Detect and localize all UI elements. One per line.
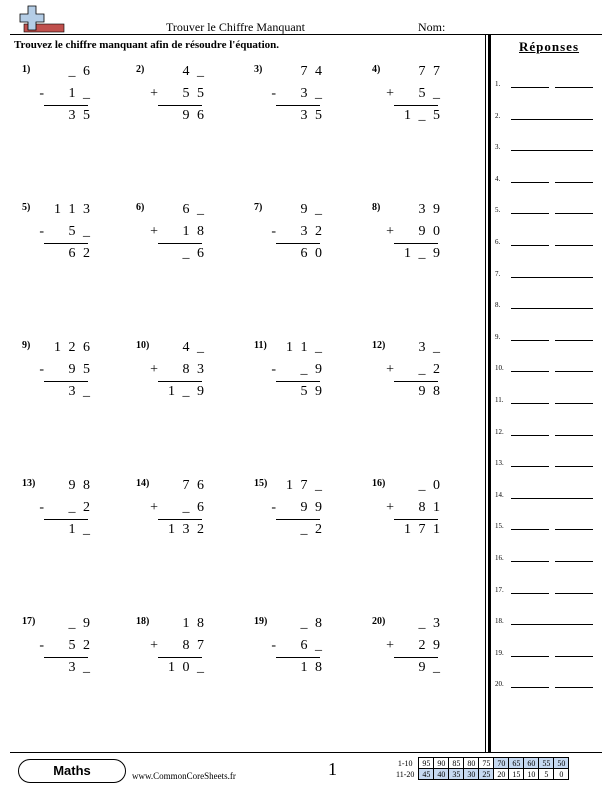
answer-number: 16. (495, 554, 504, 562)
answer-number: 10. (495, 364, 504, 373)
top-operand: 7 7 (418, 64, 442, 79)
answer-number: 17. (495, 585, 504, 594)
answer-number: 5. (495, 206, 501, 215)
problem-number: 8) (372, 202, 381, 213)
bottom-operand: 8 1 (418, 500, 442, 515)
sum-bar (44, 243, 88, 244)
problem (372, 614, 482, 694)
answer-number: 20. (495, 680, 504, 689)
result: 1 _ 9 (404, 246, 442, 261)
answer-number: 2. (495, 111, 501, 120)
top-operand: _ 6 (68, 64, 92, 79)
score-cell: 60 (524, 758, 539, 769)
result: 6 2 (68, 246, 92, 261)
instructions: Trouvez le chiffre manquant afin de résoudre l'équation. (14, 39, 280, 51)
problem (136, 476, 246, 556)
operator: - (39, 638, 46, 653)
bottom-operand: 1 8 (182, 224, 206, 239)
result: 3 5 (68, 108, 92, 123)
operator: + (150, 638, 160, 653)
problem (254, 614, 364, 694)
top-operand: 4 _ (182, 340, 206, 355)
score-row (394, 758, 569, 769)
problem-number: 14) (136, 478, 150, 489)
answer-row[interactable] (495, 455, 595, 469)
answer-blank[interactable] (555, 593, 593, 594)
top-operand: 3 9 (418, 202, 442, 217)
top-operand: 1 7 _ (286, 478, 324, 493)
answer-number: 9. (495, 332, 501, 341)
answer-blank[interactable] (511, 435, 549, 436)
top-operand: 7 4 (300, 64, 324, 79)
sum-bar (394, 381, 438, 382)
column-divider (485, 34, 486, 752)
operator: + (150, 500, 160, 515)
score-cell: 25 (479, 769, 494, 780)
header-divider (10, 34, 602, 35)
answer-blank[interactable] (555, 466, 593, 467)
answer-blank[interactable] (555, 87, 593, 88)
bottom-operand: _ 2 (68, 500, 92, 515)
operator: + (150, 224, 160, 239)
bottom-operand: 1 _ (68, 86, 92, 101)
bottom-operand: 6 _ (300, 638, 324, 653)
top-operand: 1 1 3 (54, 202, 92, 217)
result: 3 5 (300, 108, 324, 123)
answer-blank[interactable] (555, 371, 593, 372)
bottom-operand: _ 9 (300, 362, 324, 377)
result: 9 8 (418, 384, 442, 399)
bottom-operand: 9 0 (418, 224, 442, 239)
answer-blank[interactable] (511, 371, 549, 372)
name-label: Nom: (418, 20, 446, 34)
operator: + (150, 362, 160, 377)
bottom-operand: 5 5 (182, 86, 206, 101)
operator: - (39, 500, 46, 515)
top-operand: 1 1 _ (286, 340, 324, 355)
answer-blank[interactable] (511, 624, 593, 625)
operator: - (271, 86, 278, 101)
result: 5 9 (300, 384, 324, 399)
answer-blank[interactable] (555, 529, 593, 530)
sum-bar (158, 657, 202, 658)
operator: + (386, 86, 396, 101)
problem-number: 13) (22, 478, 36, 489)
problem (22, 476, 132, 556)
result: 3 _ (68, 384, 92, 399)
answer-blank[interactable] (555, 403, 593, 404)
problem (136, 62, 246, 142)
result: 1 8 (300, 660, 324, 675)
score-range-label: 11-20 (396, 769, 415, 779)
problem (22, 614, 132, 694)
score-cell: 70 (494, 758, 509, 769)
answer-row[interactable] (495, 234, 595, 248)
sum-bar (44, 381, 88, 382)
operator: - (39, 224, 46, 239)
sum-bar (158, 519, 202, 520)
sum-bar (44, 519, 88, 520)
top-operand: 9 8 (68, 478, 92, 493)
result: 3 _ (68, 660, 92, 675)
answer-blank[interactable] (511, 213, 549, 214)
answer-blank[interactable] (511, 498, 593, 499)
answer-blank[interactable] (555, 656, 593, 657)
operator: - (39, 362, 46, 377)
problem-number: 19) (254, 616, 268, 627)
problem-number: 5) (22, 202, 31, 213)
answer-number: 18. (495, 617, 504, 626)
answer-row[interactable] (495, 392, 595, 406)
answer-blank[interactable] (555, 245, 593, 246)
problem (22, 338, 132, 418)
answer-blank[interactable] (511, 150, 593, 151)
problem (372, 62, 482, 142)
sum-bar (394, 657, 438, 658)
score-table (394, 757, 569, 780)
answer-blank[interactable] (511, 593, 549, 594)
problem-number: 18) (136, 616, 150, 627)
sum-bar (158, 381, 202, 382)
problem-number: 12) (372, 340, 386, 351)
score-cell: 80 (464, 758, 479, 769)
answers-title: Réponses (519, 39, 580, 54)
sum-bar (44, 105, 88, 106)
answer-blank[interactable] (511, 656, 549, 657)
answer-number: 3. (495, 143, 501, 152)
operator: - (271, 362, 278, 377)
bottom-operand: 5 _ (418, 86, 442, 101)
answer-blank[interactable] (555, 435, 593, 436)
answer-number: 11. (495, 396, 504, 404)
problem (136, 200, 246, 280)
answer-number: 13. (495, 459, 504, 468)
answer-row[interactable] (495, 329, 595, 343)
problem (136, 338, 246, 418)
problem-number: 4) (372, 64, 381, 75)
result: 1 0 _ (168, 660, 206, 675)
problem-number: 11) (254, 340, 267, 351)
top-operand: 3 _ (418, 340, 442, 355)
answer-row[interactable] (495, 550, 595, 564)
problem-number: 15) (254, 478, 268, 489)
sum-bar (394, 519, 438, 520)
problem-number: 17) (22, 616, 36, 627)
answer-row[interactable] (495, 139, 595, 153)
answer-number: 4. (495, 174, 501, 183)
sum-bar (276, 657, 320, 658)
answer-blank[interactable] (555, 182, 593, 183)
operator: + (386, 224, 396, 239)
bottom-operand: _ 2 (418, 362, 442, 377)
operator: - (271, 638, 278, 653)
score-cell: 65 (509, 758, 524, 769)
problem (254, 200, 364, 280)
result: 1 7 1 (404, 522, 442, 537)
score-cell: 95 (419, 758, 434, 769)
answer-blank[interactable] (511, 340, 549, 341)
bottom-operand: 5 2 (68, 638, 92, 653)
result: 6 0 (300, 246, 324, 261)
result: 1 _ 9 (168, 384, 206, 399)
result: 1 3 2 (168, 522, 206, 537)
problem-number: 9) (22, 340, 31, 351)
bottom-operand: _ 6 (182, 500, 206, 515)
answer-row[interactable] (495, 360, 595, 374)
operator: - (271, 224, 278, 239)
answer-row[interactable] (495, 108, 595, 122)
top-operand: 4 _ (182, 64, 206, 79)
problem (254, 62, 364, 142)
answer-blank[interactable] (511, 277, 593, 278)
operator: + (386, 500, 396, 515)
answer-row[interactable] (495, 171, 595, 185)
column-divider-thick (488, 34, 491, 752)
problem-number: 6) (136, 202, 145, 213)
subject-badge: Maths (18, 759, 126, 783)
problem-number: 3) (254, 64, 263, 75)
sum-bar (158, 243, 202, 244)
answer-number: 14. (495, 490, 504, 499)
score-cell: 55 (539, 758, 554, 769)
sum-bar (276, 105, 320, 106)
result: 9 6 (182, 108, 206, 123)
problem (22, 62, 132, 142)
answer-row[interactable] (495, 613, 595, 627)
answer-blank[interactable] (511, 245, 549, 246)
top-operand: _ 9 (68, 616, 92, 631)
footer-divider (10, 752, 602, 753)
answer-row[interactable] (495, 266, 595, 280)
top-operand: 1 8 (182, 616, 206, 631)
answer-blank[interactable] (511, 87, 549, 88)
operator: - (271, 500, 278, 515)
answer-number: 12. (495, 427, 504, 436)
answer-blank[interactable] (511, 308, 593, 309)
answer-blank[interactable] (511, 182, 549, 183)
bottom-operand: 9 9 (300, 500, 324, 515)
problem (372, 200, 482, 280)
score-cell: 30 (464, 769, 479, 780)
problem-number: 16) (372, 478, 386, 489)
problem-number: 7) (254, 202, 263, 213)
answer-row[interactable] (495, 424, 595, 438)
answer-blank[interactable] (511, 119, 593, 120)
problem (372, 338, 482, 418)
result: 1 _ (68, 522, 92, 537)
sum-bar (394, 105, 438, 106)
top-operand: 9 _ (300, 202, 324, 217)
answer-blank[interactable] (511, 561, 549, 562)
top-operand: _ 8 (300, 616, 324, 631)
answer-number: 6. (495, 238, 501, 246)
operator: + (386, 638, 396, 653)
operator: - (39, 86, 46, 101)
answer-row[interactable] (495, 76, 595, 90)
bottom-operand: 3 2 (300, 224, 324, 239)
score-cell: 0 (554, 769, 569, 780)
plus-logo-icon (14, 4, 68, 34)
problem-number: 2) (136, 64, 145, 75)
answer-blank[interactable] (555, 687, 593, 688)
score-cell: 5 (539, 769, 554, 780)
answer-blank[interactable] (511, 466, 549, 467)
sum-bar (276, 381, 320, 382)
score-cell: 35 (449, 769, 464, 780)
answer-number: 15. (495, 522, 504, 531)
score-range-label: 1-10 (397, 758, 413, 768)
result: 1 _ 5 (404, 108, 442, 123)
site-url: www.CommonCoreSheets.fr (132, 771, 236, 781)
answer-row[interactable] (495, 676, 595, 690)
problem (254, 476, 364, 556)
answer-number: 7. (495, 269, 501, 278)
problem-number: 10) (136, 340, 150, 351)
answer-blank[interactable] (511, 403, 549, 404)
answer-row[interactable] (495, 645, 595, 659)
answer-number: 19. (495, 648, 504, 657)
answer-blank[interactable] (511, 687, 549, 688)
problem (372, 476, 482, 556)
sum-bar (276, 243, 320, 244)
score-cell: 90 (434, 758, 449, 769)
top-operand: 6 _ (182, 202, 206, 217)
score-row (394, 769, 569, 780)
answer-row[interactable] (495, 297, 595, 311)
problem (136, 614, 246, 694)
sum-bar (158, 105, 202, 106)
sum-bar (44, 657, 88, 658)
bottom-operand: 3 _ (300, 86, 324, 101)
page-number: 1 (328, 759, 337, 779)
page-title: Trouver le Chiffre Manquant (166, 20, 305, 34)
score-cell: 20 (494, 769, 509, 780)
operator: + (386, 362, 396, 377)
bottom-operand: 2 9 (418, 638, 442, 653)
top-operand: 1 2 6 (54, 340, 92, 355)
bottom-operand: 8 3 (182, 362, 206, 377)
operator: + (150, 86, 160, 101)
result: _ 6 (182, 246, 206, 261)
score-cell: 10 (524, 769, 539, 780)
problem-number: 20) (372, 616, 386, 627)
score-cell: 45 (419, 769, 434, 780)
answer-row[interactable] (495, 582, 595, 596)
answer-blank[interactable] (511, 529, 549, 530)
answer-blank[interactable] (555, 561, 593, 562)
score-cell: 75 (479, 758, 494, 769)
problem-number: 1) (22, 64, 31, 75)
bottom-operand: 8 7 (182, 638, 206, 653)
answer-blank[interactable] (555, 340, 593, 341)
score-cell: 40 (434, 769, 449, 780)
result: _ 2 (300, 522, 324, 537)
answer-row[interactable] (495, 202, 595, 216)
bottom-operand: 5 _ (68, 224, 92, 239)
sum-bar (276, 519, 320, 520)
score-cell: 15 (509, 769, 524, 780)
result: 9 _ (418, 660, 442, 675)
bottom-operand: 9 5 (68, 362, 92, 377)
answer-row[interactable] (495, 487, 595, 501)
answer-row[interactable] (495, 518, 595, 532)
answer-blank[interactable] (555, 213, 593, 214)
top-operand: 7 6 (182, 478, 206, 493)
score-cell: 85 (449, 758, 464, 769)
answer-number: 1. (495, 80, 501, 88)
score-cell: 50 (554, 758, 569, 769)
problem (254, 338, 364, 418)
top-operand: _ 0 (418, 478, 442, 493)
answer-number: 8. (495, 301, 501, 310)
problem (22, 200, 132, 280)
top-operand: _ 3 (418, 616, 442, 631)
sum-bar (394, 243, 438, 244)
